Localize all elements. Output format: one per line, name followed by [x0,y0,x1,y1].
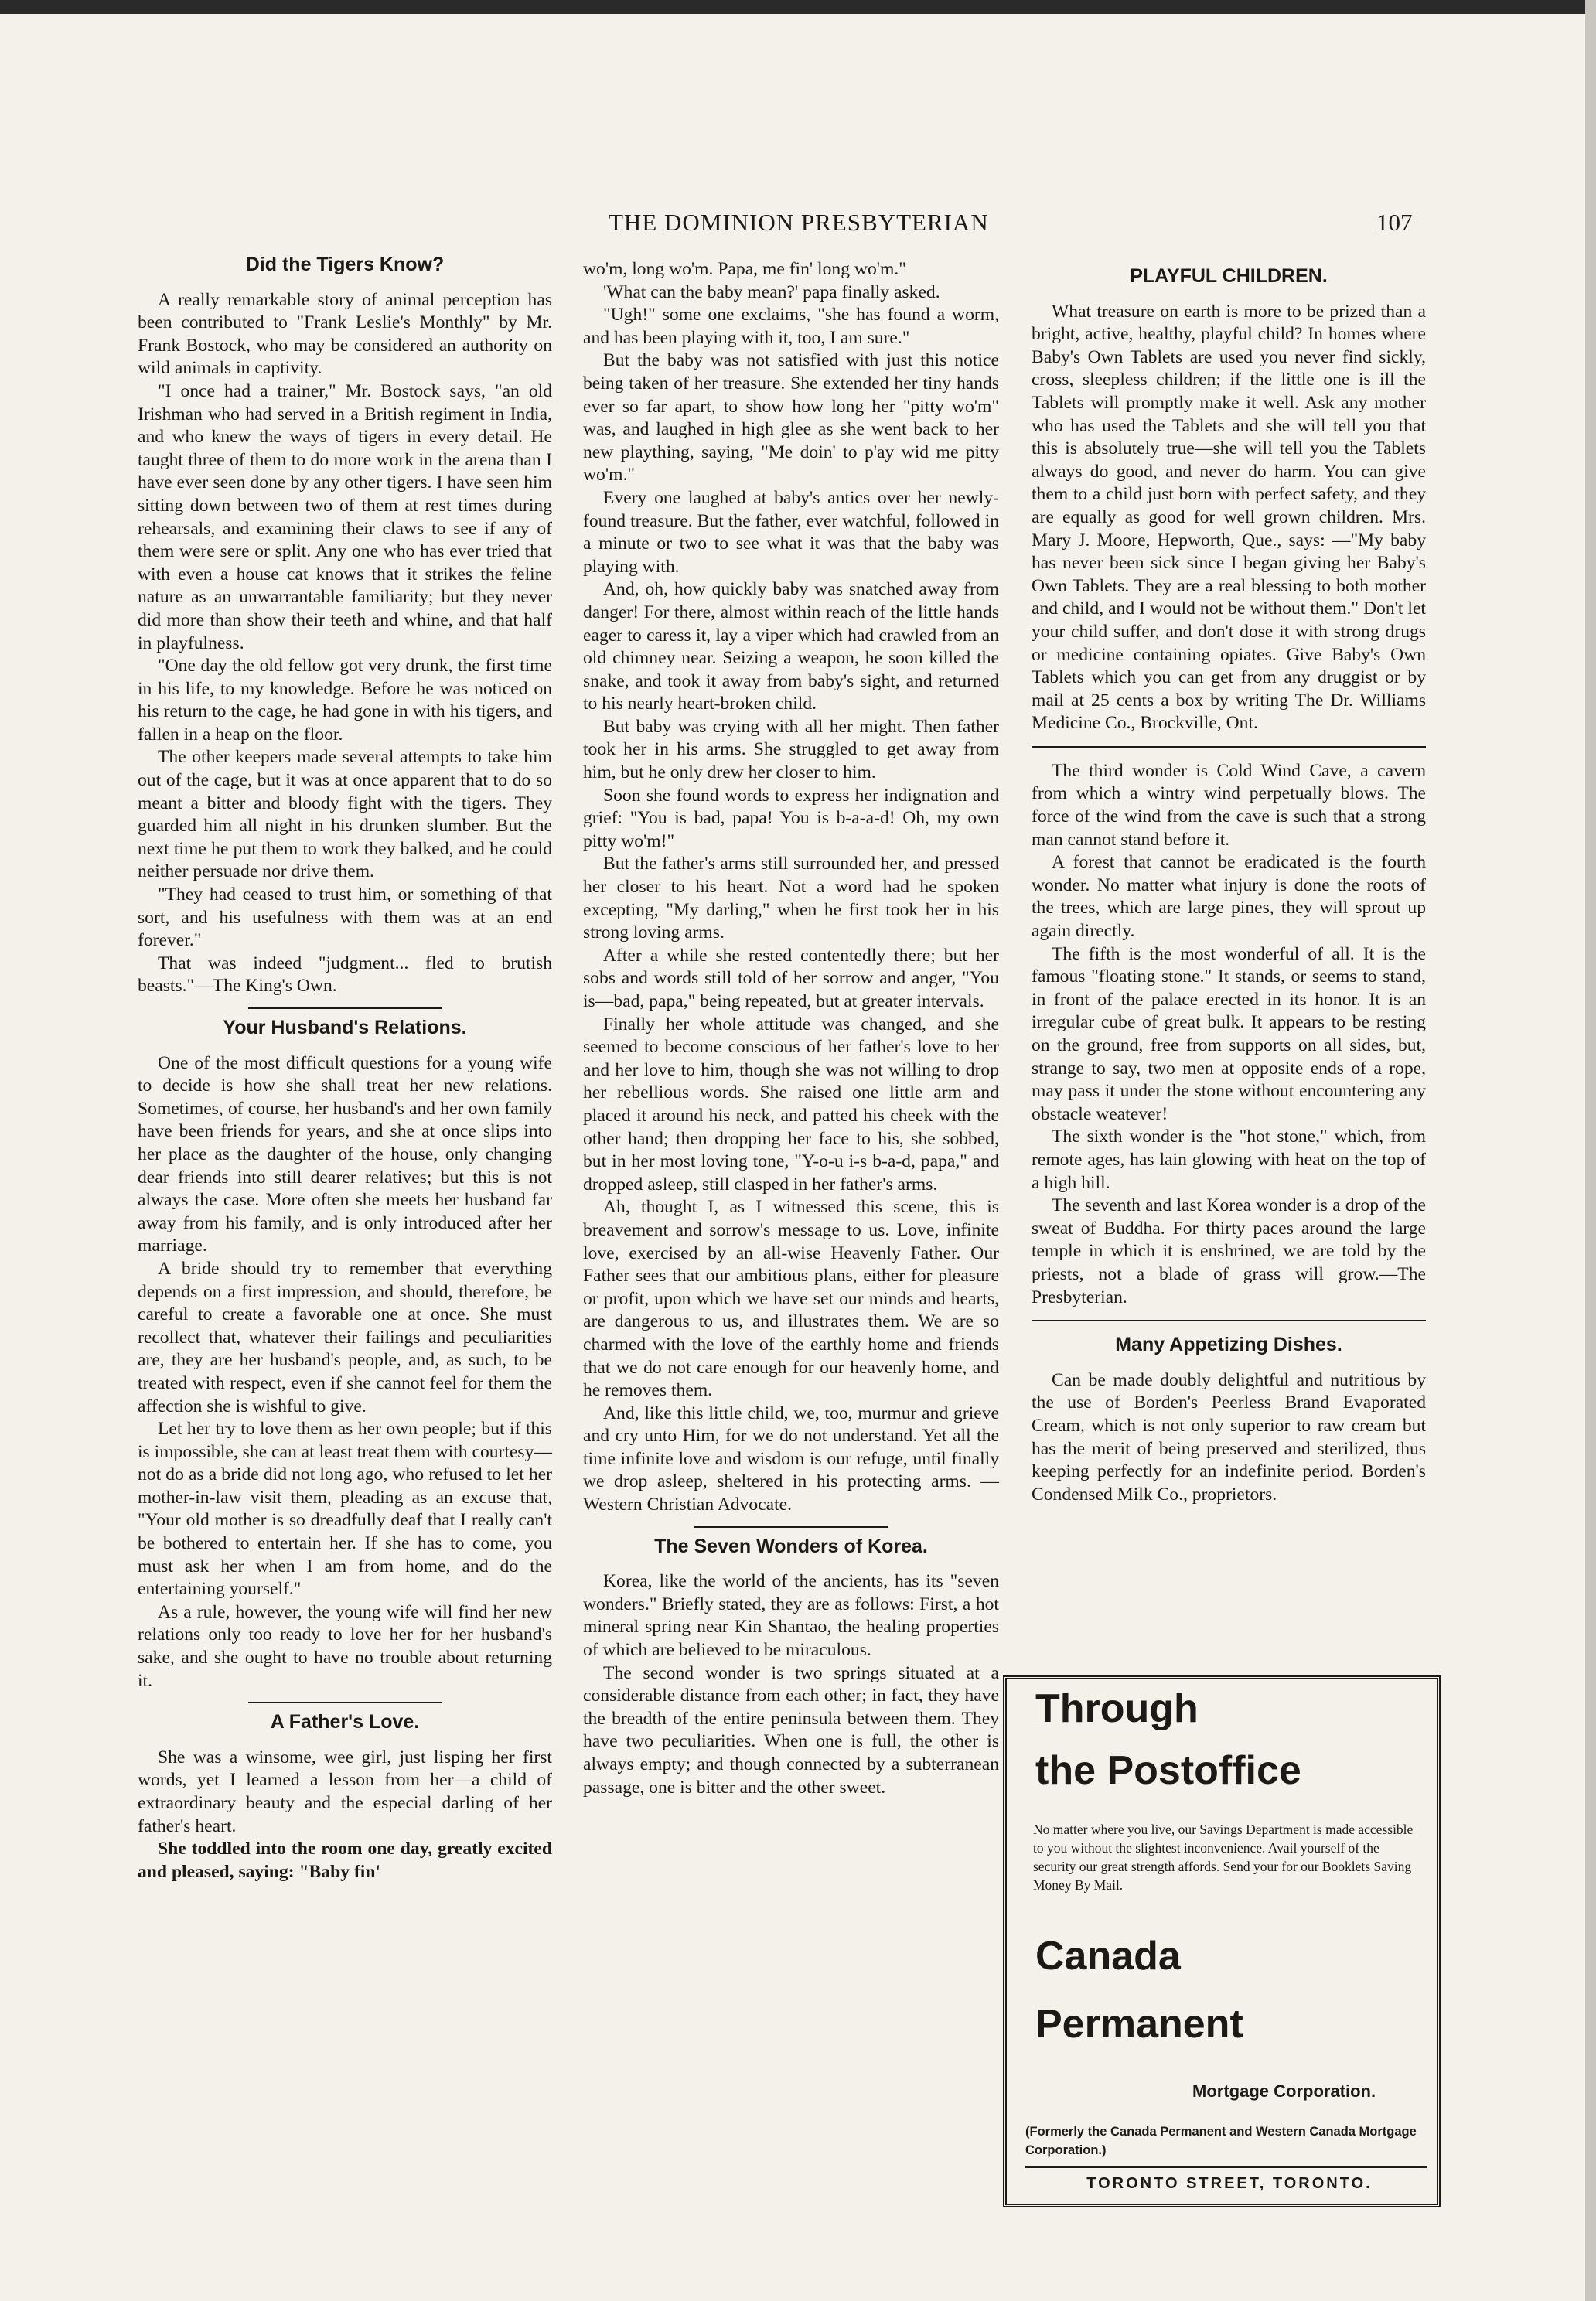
ad-company-name: Canada [1035,1934,1181,1979]
paragraph: "One day the old fellow got very drunk, the first time in his life, to my knowledge. Before he was noticed on his return to the cage, he had gone in with his tigers, and fallen in a heap on the floor. [138,656,552,745]
paragraph: A bride should try to remember that everything depends on a first impression, and should, therefore, be careful to create a favorable one at once. She must recollect that, whatever their failings and peculiarities are, they are her husband's people, and, as such, to be treated with respect, even if she cannot feel for them the affection she is wishful to give. [138,1258,552,1416]
section-divider [1032,746,1426,748]
paragraph: But baby was crying with all her might. Then father took her in his arms. She struggled to get away from him, but he only drew her closer to him. [583,716,999,783]
ad-former-name: (Formerly the Canada Permanent and Western Canada Mortgage Corporation.) [1025,2125,1417,2157]
paragraph: A forest that cannot be eradicated is the fourth wonder. No matter what injury is done the roots of the trees, which are large pines, they will sprout up again directly. [1032,852,1426,942]
paragraph: 'What can the baby mean?' papa finally asked. [603,281,940,302]
article-title-korea: The Seven Wonders of Korea. [654,1535,928,1557]
paragraph: A really remarkable story of animal perception has been contributed to "Frank Leslie's Monthly" by Mr. Frank Bostock, who may be considered an authority on wild animals in captivity. [138,289,552,379]
paragraph: But the baby was not satisfied with just this notice being taken of her treasure. She extended her tiny hands ever so far apart, to show how long her "pitty wo'm" was, and laughed in high glee as she went back to her new plaything, saying, "Me doin' to p'ay wid me pitty wo'm." [583,350,999,486]
paragraph: "Ugh!" some one exclaims, "she has found a worm, and has been playing with it, too, I am sure." [583,305,999,348]
paragraph: "They had ceased to trust him, or something of that sort, and his usefulness with them was at an end forever." [138,885,552,951]
advertisement-box [1003,1675,1441,2207]
paragraph: The second wonder is two springs situated at a considerable distance from each other; in fact, they have the breadth of the entire peninsula between them. They have two peculiarities. When one is full, the other is always empty; and though connected by a subterranean passage, one is bitter and the other sweet. [583,1662,999,1798]
ad-company-name: Permanent [1035,2002,1243,2047]
ad-divider [1025,2166,1427,2168]
scan-top-band [0,0,1596,14]
column-2 [583,258,999,1799]
paragraph: The seventh and last Korea wonder is a drop of the sweat of Buddha. For thirty paces around the large temple in which it is enshrined, we are told by the priests, not a blade of grass will grow.—The Presbyterian. [1032,1195,1426,1307]
paragraph: As a rule, however, the young wife will find her new relations only too ready to love her for her husband's sake, and she ought to have no trouble about returning it. [138,1601,552,1691]
paragraph: Ah, thought I, as I witnessed this scene, this is breavement and sorrow's message to us. Love, infinite love, exercised by an all-wise Heavenly Father. Our Father sees that our ambitious plans, either for pleasure or profit, upon which we have set our minds and hearts, are dangerous to us, and illustrates them. We are so charmed with the love of the earthly home and friends that we do not care enough for our heavenly home, and he removes them. [583,1197,999,1401]
column-3 [1032,261,1426,1506]
page-number: 107 [1376,209,1413,236]
paragraph: The other keepers made several attempts to take him out of the cage, but it was at once apparent that to do so meant a bitter and bloody fight with the tigers. They guarded him all night in his drunken slumber. But the next time he put them to work they balked, and he could neither persuade nor drive them. [138,747,552,882]
paragraph: That was indeed "judgment... fled to brutish beasts."—The King's Own. [138,953,552,997]
scan-right-edge [1585,0,1596,2301]
ad-headline: Through [1035,1686,1199,1731]
column-1 [138,249,552,1883]
section-divider [1032,1320,1426,1321]
paragraph: She toddled into the room one day, greatly excited and pleased, saying: "Baby fin' [138,1839,552,1882]
paragraph: She was a winsome, wee girl, just lisping her first words, yet I learned a lesson from her—a child of extraordinary beauty and the especial darling of her father's heart. [138,1747,552,1836]
paragraph: Soon she found words to express her indignation and grief: "You is bad, papa! You is b-a-a-d! Oh, my own pitty wo'm!" [583,785,999,851]
paragraph: Let her try to love them as her own people; but if this is impossible, she can at least treat them with courtesy—not do as a bride did not long ago, who refused to let her mother-in-law visit them, pleading as an excuse that, "Your old mother is so dreadfully deaf that I really can't be bothered to entertain her. If she has to come, you must ask her when I am from home, and do the entertaining yourself." [138,1419,552,1600]
paragraph: After a while she rested contentedly there; but her sobs and words still told of her sorrow and anger, "You is—bad, papa," being repeated, but at greater intervals. [583,945,999,1011]
paragraph: What treasure on earth is more to be prized than a bright, active, healthy, playful child? In homes where Baby's Own Tablets are used you never find sickly, cross, sleepless children; if the little one is ill the Tablets will promptly make it well. Ask any mother who has used the Tablets and she will tell you that this is absolutely true—she will tell you the Tablets always do good, and never do harm. You can give them to a child just born with perfect safety, and they are equally as good for well grown children. Mrs. Mary J. Moore, Hepworth, Que., says: —"My baby has never been sick since I began giving her Baby's Own Tablets. They are a real blessing to both mother and child, and I would not be without them." Don't let your child suffer, and don't dose it with strong drugs or medicine containing opiates. Give Baby's Own Tablets which you can get from any druggist or by mail at 25 cents a box by writing The Dr. Williams Medicine Co., Brockville, Ont. [1032,301,1426,734]
paragraph: The fifth is the most wonderful of all. It is the famous "floating stone." It stands, or seems to stand, in front of the palace erected in its honor. It is an irregular cube of great bulk. It appears to be resting on the ground, free from supports on all sides, but, strange to say, two men at opposite ends of a rope, may pass it under the stone without encountering any obstacle weatever! [1032,943,1426,1124]
article-title-dishes: Many Appetizing Dishes. [1115,1334,1342,1356]
paragraph: The third wonder is Cold Wind Cave, a cavern from which a wintry wind perpetually blows. The force of the wind from the cave is such that a strong man cannot stand before it. [1032,760,1426,850]
paragraph: Every one laughed at baby's antics over her newly-found treasure. But the father, ever watchful, followed in a minute or two to see what it was that the baby was playing with. [583,487,999,577]
publication-title: THE DOMINION PRESBYTERIAN [609,209,989,236]
paragraph: And, oh, how quickly baby was snatched away from danger! For there, almost within reach of the little hands eager to caress it, lay a viper which had crawled from an old chimney near. Seizing a weapon, he soon killed the snake, and took it away from baby's sight, and returned to his nearly heart-broken child. [583,579,999,714]
article-title-tigers: Did the Tigers Know? [245,254,445,275]
paragraph: One of the most difficult questions for a young wife to decide is how she shall treat her new relations. Sometimes, of course, her husband's and her own family have been friends for years, and she at once slips into her place as the daughter of the house, only changing dear friends into still dearer relatives; but this is not always the case. More often she meets her husband far away from his family, and is only introduced after her marriage. [138,1052,552,1256]
article-title-relations: Your Husband's Relations. [223,1017,467,1038]
section-divider [248,1702,442,1703]
ad-headline: the Postoffice [1035,1748,1301,1793]
ad-address: TORONTO STREET, TORONTO. [1086,2175,1373,2192]
section-divider [694,1526,888,1528]
paragraph: Can be made doubly delightful and nutritious by the use of Borden's Peerless Brand Evaporated Cream, which is not only superior to raw cream but has the merit of being preserved and sterilized, thus keeping perfectly for an indefinite period. Borden's Condensed Milk Co., proprietors. [1032,1369,1426,1505]
ad-body-text: No matter where you live, our Savings Department is made accessible to you without the slightest inconvenience. Avail yourself of the security our great strength affords. Send your for our Booklets Saving Money By Mail. [1033,1822,1414,1893]
ad-company-subtitle: Mortgage Corporation. [1192,2081,1376,2101]
paragraph: And, like this little child, we, too, murmur and grieve and cry unto Him, for we do not understand. Yet all the time infinite love and wisdom is our refuge, until finally we drop asleep, sheltered in his protecting arms. —Western Christian Advocate. [583,1403,999,1515]
paragraph: But the father's arms still surrounded her, and pressed her closer to his heart. Not a word had he spoken excepting, "My darling," when he first took her in his strong loving arms. [583,854,999,943]
article-title-playful-children: PLAYFUL CHILDREN. [1130,265,1328,287]
paragraph: Korea, like the world of the ancients, has its "seven wonders." Briefly stated, they are as follows: First, a hot mineral spring near Kin Shantao, the healing properties of which are believed to be miraculous. [583,1571,999,1661]
article-title-fathers-love: A Father's Love. [270,1711,420,1733]
paragraph: wo'm, long wo'm. Papa, me fin' long wo'm." [583,259,906,279]
paragraph: The sixth wonder is the "hot stone," which, from remote ages, has lain glowing with heat on the top of a high hill. [1032,1127,1426,1193]
section-divider [248,1007,442,1009]
paragraph: Finally her whole attitude was changed, and she seemed to become conscious of her father's love to her and her love to him, though she was not willing to drop her rebellious words. She raised one little arm and placed it around his neck, and patted his cheek with the other hand; then dropping her face to his, she sobbed, but in her most loving tone, "Y-o-u i-s b-a-d, papa," and dropped asleep, still clasped in her father's arms. [583,1014,999,1195]
paragraph: "I once had a trainer," Mr. Bostock says, "an old Irishman who had served in a British regiment in India, and who knew the ways of tigers in every detail. He taught three of them to do more work in the arena than I have ever seen done by any other tigers. I have seen him sitting down between two of them at rest times during rehearsals, and examining their claws to see if any of them were sere or split. Any one who has ever tried that with even a house cat knows that it strikes the feline nature as an unwarrantable familiarity; but they never did more than show their teeth and whine, and that half in playfulness. [138,380,552,653]
page-header [0,203,1596,241]
